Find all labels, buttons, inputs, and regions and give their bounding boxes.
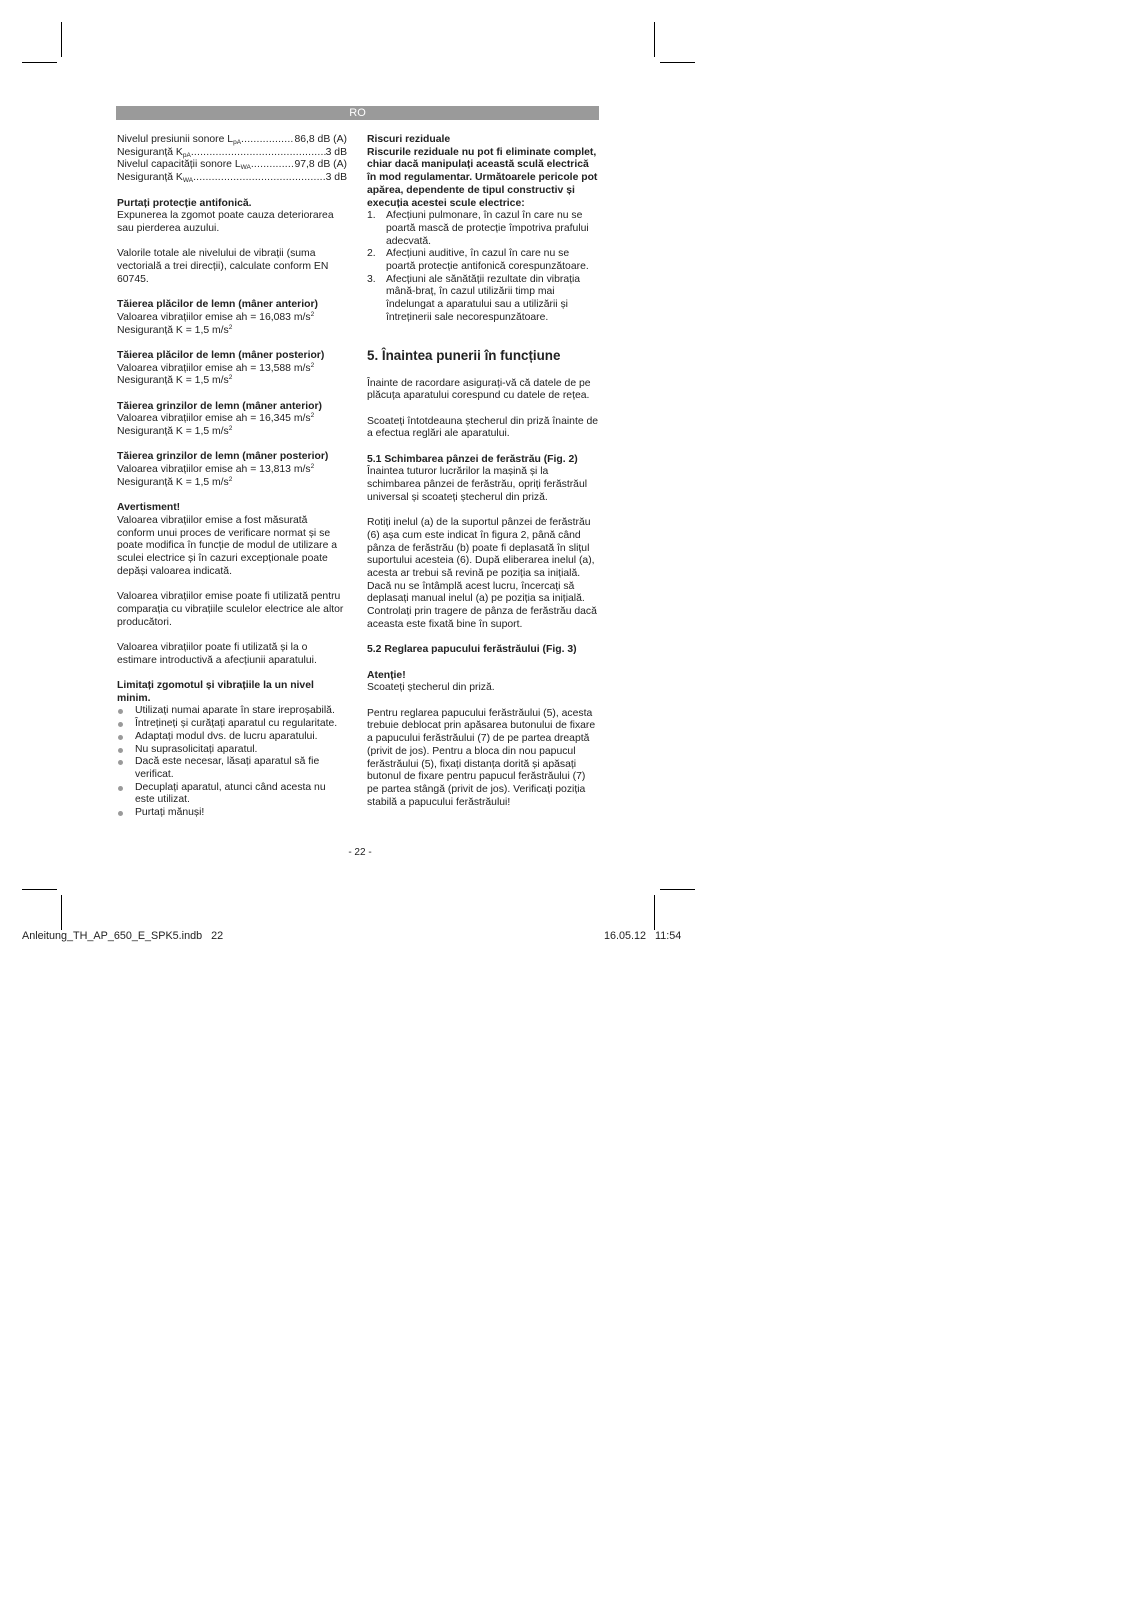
residual-risks-intro: Riscurile reziduale nu pot fi eliminate complet, chiar dacă manipulați această sculă electrică în mod regulamentar. Următoarele pericole pot apărea, dependente de tipul constructiv și execuția acestei scule electrice: (367, 146, 598, 209)
paragraph: Rotiți inelul (a) de la suportul pânzei de ferăstrău (6) așa cum este indicat în figura 2, până când pânza de ferăstrău (b) poate fi deplasată în slițul suportului acesteia (6). După eliberarea inelul (a), acesta ar trebui să revină pe poziția sa inițială. Dacă nu se întâmplă acest lucru, încercați să deplasați manual inelul (a) pe poziția sa inițială. Controlați prin tragere de pânza de ferăstrău dacă aceasta este fixată bine în suport. (367, 517, 597, 630)
vibration-uncertainty: Nesiguranță K = 1,5 $m/s^2$ (117, 374, 233, 387)
language-header-bar: RO (116, 106, 599, 120)
vibration-group-title: Tăierea plăcilor de lemn (mâner posterior) (117, 349, 325, 361)
subsection-heading: 5.2 Reglarea papucului ferăstrăului (Fig. 3) (367, 644, 577, 656)
paragraph: Înainte de racordare asigurați-vă că datele de pe plăcuța aparatului corespund cu datele de rețea. (367, 377, 591, 402)
limit-noise-list (117, 705, 347, 819)
list-item: Utilizați numai aparate în stare ireproșabilă. (117, 705, 347, 718)
vibration-group-title: Tăierea grinzilor de lemn (mâner posterior) (117, 451, 329, 463)
limit-noise-title: Limitați zgomotul și vibrațiile la un nivel minim. (117, 680, 314, 704)
crop-mark-bl-vertical (61, 895, 62, 930)
crop-mark-br-horizontal (660, 889, 695, 890)
list-item: 1. Afecțiuni pulmonare, în cazul în care nu se poartă mască de protecție împotriva prafului adecvată. (367, 210, 589, 247)
attention-text: Scoateți ștecherul din priză. (367, 682, 495, 694)
list-item: Purtați mănuși! (117, 807, 347, 820)
warning-text: Valoarea vibrațiilor emise a fost măsurată conform unui proces de verificare normat și se poate modifica în funcție de modul de utilizare a sculei electrice și în cazuri excepționale poate depăși valoarea indicată. (117, 514, 338, 577)
noise-spec-list (117, 134, 347, 185)
list-item: Întrețineți și curățați aparatul cu regularitate. (117, 718, 347, 731)
vibration-group-title: Tăierea plăcilor de lemn (mâner anterior) (117, 299, 318, 311)
attention-title: Atenție! (367, 669, 406, 681)
subsection-heading: 5.1 Schimbarea pânzei de ferăstrău (Fig. 2) (367, 453, 578, 465)
list-item: Decuplați aparatul, atunci când acesta nu este utilizat. (117, 782, 347, 807)
paragraph: Înaintea tuturor lucrărilor la mașină și la schimbarea pânzei de ferăstrău, opriți ferăstrăul universal și scoateți ștecherul din priză. (367, 466, 588, 503)
vibration-group (117, 299, 347, 337)
spec-label: Nesiguranță $K_{WA}$ (117, 172, 194, 185)
footer-filename: Anleitung_TH_AP_650_E_SPK5.indb 22 (22, 930, 224, 942)
vibration-uncertainty: Nesiguranță K = 1,5 $m/s^2$ (117, 425, 233, 438)
spec-row (117, 147, 347, 160)
spec-value: 97,8 dB (A) (294, 159, 347, 171)
warning-title: Avertisment! (117, 502, 181, 514)
list-item: Adaptați modul dvs. de lucru aparatului. (117, 731, 347, 744)
vibration-estimate-text: Valoarea vibrațiilor poate fi utilizată și la o estimare introductivă a afecțiunii aparatului. (117, 641, 317, 666)
right-column (367, 134, 599, 809)
spec-row (117, 134, 347, 147)
crop-mark-tr-horizontal (660, 62, 695, 63)
vibration-group (117, 401, 347, 439)
list-item: Dacă este necesar, lăsați aparatul să fie verificat. (117, 756, 347, 781)
crop-mark-tr-vertical (654, 22, 655, 57)
paragraph: Pentru reglarea papucului ferăstrăului (5), acesta trebuie deblocat prin apăsarea butonului de fixare a papucului ferăstrăului (7) de pe partea dreaptă (privit de jos). Pentru a bloca din nou papucul ferăstrăului (5), fixați distanța dorită și apăsați butonul de fixare pentru papucul ferăstrăului (7) pe partea stângă (privit de jos). Verificați poziția stabilă a papucului ferăstrăului! (367, 707, 596, 808)
spec-row (117, 172, 347, 185)
vibration-intro: Valorile totale ale nivelului de vibrații (suma vectorială a trei direcții), calculate conform EN 60745. (117, 248, 329, 285)
vibration-value: Valoarea vibrațiilor emise ah = 16,345 $m/s^2$ (117, 412, 315, 425)
vibration-uncertainty: Nesiguranță K = 1,5 $m/s^2$ (117, 323, 233, 336)
vibration-compare-text: Valoarea vibrațiilor emise poate fi utilizată pentru comparația cu vibrațiile sculelor electrice ale altor producători. (117, 591, 344, 628)
crop-mark-tl-vertical (61, 22, 62, 57)
vibration-value: Valoarea vibrațiilor emise ah = 13,588 $m/s^2$ (117, 361, 315, 374)
spec-label: Nesiguranță $K_{pA}$ (117, 146, 191, 159)
list-item: Nu suprasolicitați aparatul. (117, 744, 347, 757)
crop-mark-bl-horizontal (22, 889, 57, 890)
vibration-value: Valoarea vibrațiilor emise ah = 16,083 $m/s^2$ (117, 310, 315, 323)
hearing-protection-title: Purtați protecție antifonică. (117, 197, 252, 209)
spec-value: 3 dB (325, 172, 347, 184)
crop-mark-br-vertical (654, 895, 655, 930)
list-item: 3. Afecțiuni ale sănătății rezultate din vibrația mână-braț, în cazul utilizării timp mai îndelungat a aparatului sau a utilizării și întreținerii sale necorespunzătoare. (367, 273, 581, 323)
left-column (117, 134, 347, 820)
crop-mark-tl-horizontal (22, 62, 57, 63)
spec-value: 86,8 dB (A) (294, 134, 347, 145)
residual-risks-list (367, 210, 599, 324)
spec-value: 3 dB (325, 146, 347, 158)
footer-datetime: 16.05.12 11:54 (604, 930, 682, 942)
vibration-value: Valoarea vibrațiilor emise ah = 13,813 $m/s^2$ (117, 463, 315, 476)
vibration-group (117, 350, 347, 388)
section-heading: 5. Înaintea punerii în funcțiune (367, 347, 561, 363)
hearing-protection-text: Expunerea la zgomot poate cauza deteriorarea sau pierderea auzului. (117, 210, 334, 234)
vibration-group-title: Tăierea grinzilor de lemn (mâner anterior) (117, 400, 322, 412)
residual-risks-title: Riscuri reziduale (367, 134, 451, 145)
list-item: 2. Afecțiuni auditive, în cazul în care nu se poartă protecție antifonică corespunzătoare. (367, 248, 589, 273)
vibration-group (117, 451, 347, 489)
page-number: - 22 - (348, 847, 372, 858)
spec-label: Nivelul capacității sonore $L_{WA}$ (117, 159, 251, 172)
vibration-uncertainty: Nesiguranță K = 1,5 $m/s^2$ (117, 475, 233, 488)
paragraph: Scoateți întotdeauna ștecherul din priză înainte de a efectua reglări ale aparatului. (367, 415, 599, 440)
spec-label: Nivelul presiunii sonore $L_{pA}$ (117, 134, 242, 146)
spec-row (117, 159, 347, 172)
